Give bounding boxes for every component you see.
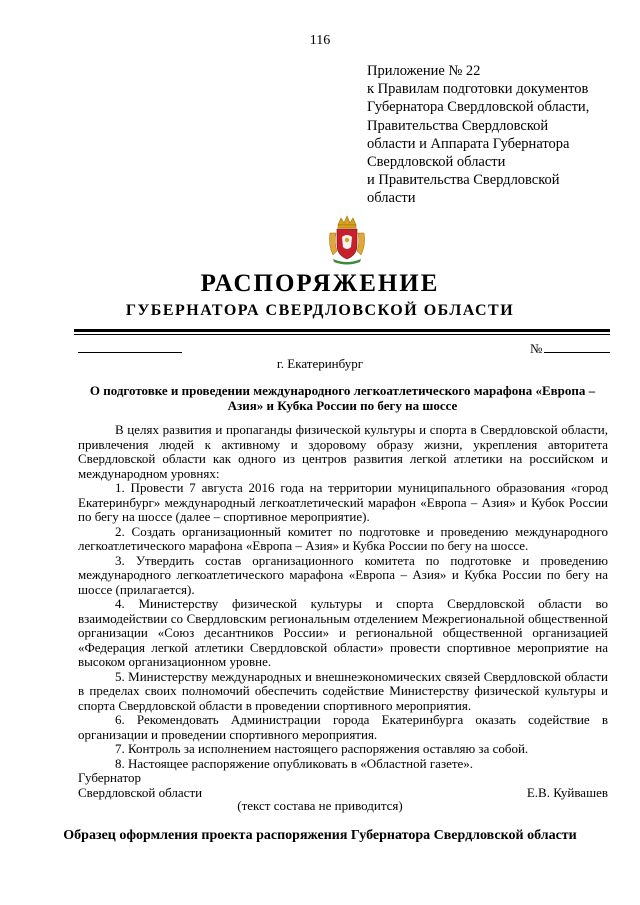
body-paragraph: 3. Утвердить состав организационного комитета по подготовке и проведению международного легкоатлетического марафона «Европа – Азия» и Кубка России по бегу на шоссе (прилагается). [78,552,608,597]
number-label: № [530,341,543,356]
document-heading: О подготовке и проведении международного легкоатлетического марафона «Европа – Азия» и Кубка России по бегу на шоссе [89,383,596,413]
body-paragraph: 6. Рекомендовать Администрации города Екатеринбурга оказать содействие в организации и проведении спортивного мероприятия. [78,712,608,742]
body-paragraph: 8. Настоящее распоряжение опубликовать в «Областной газете». [115,755,474,771]
document-body [78,423,608,771]
appendix-line: Губернатора Свердловской области, [367,99,590,116]
appendix-line: области [367,190,416,207]
body-paragraph: 1. Провести 7 августа 2016 года на территории муниципального образования «город Екатеринбург» международный легкоатлетический марафон «Европа – Азия» и Кубок России по бегу на шоссе (далее – спортивное мероприятие). [78,480,608,524]
number-field [530,341,610,357]
header-divider-thick [74,329,610,332]
signature-position-line2: Свердловской области [78,784,203,800]
number-field-line [544,341,610,353]
appendix-line: Правительства Свердловской [367,117,549,134]
appendix-line: Свердловской области [367,154,506,171]
appendix-line: Приложение № 22 [367,63,481,79]
document-subtitle: ГУБЕРНАТОРА СВЕРДЛОВСКОЙ ОБЛАСТИ [125,302,515,319]
coat-of-arms-icon [327,215,367,265]
appendix-line: области и Аппарата Губернатора [367,135,570,152]
city-label: г. Екатеринбург [276,356,364,371]
appendix-line: к Правилам подготовки документов [367,81,589,98]
signature-position-line1: Губернатор [78,770,141,785]
body-paragraph: В целях развития и пропаганды физической культуры и спорта в Свердловской области, привлечения людей к активному и здоровому образу жизни, укрепления авторитета Свердловской области как одного из центров развития легкой атлетики на российском и международном уровнях: [78,422,608,481]
composition-note: (текст состава не приводится) [237,798,403,813]
body-paragraph: 7. Контроль за исполнением настоящего распоряжения оставляю за собой. [115,741,529,756]
appendix-block [367,62,627,208]
appendix-line: и Правительства Свердловской [367,172,560,189]
body-paragraph: 4. Министерству физической культуры и спорта Свердловской области во взаимодействии со Свердловским региональным отделением Межрегиональной общественной организации «Союз десантников России» и региональной общественной организацией «Федерация легкой атлетики Свердловской области» провести спортивное мероприятие на высоком организационном уровне. [78,596,608,669]
sample-caption: Образец оформления проекта распоряжения Губернатора Свердловской области [63,828,577,843]
body-paragraph: 5. Министерству международных и внешнеэкономических связей Свердловской области в пределах своих полномочий обеспечить содействие Министерству физической культуры и спорта Свердловской области в проведении спортивного мероприятия. [78,668,608,713]
page-number: 116 [309,33,331,48]
signatory-name: Е.В. Куйвашев [526,784,608,800]
body-paragraph: 2. Создать организационный комитет по подготовке и проведению международного легкоатлетического марафона «Европа – Азия» и Кубка России по бегу на шоссе. [78,523,608,553]
document-title: РАСПОРЯЖЕНИЕ [200,270,440,297]
signature-block [78,771,608,800]
header-divider-thin [74,334,610,335]
date-field-line [78,352,182,353]
